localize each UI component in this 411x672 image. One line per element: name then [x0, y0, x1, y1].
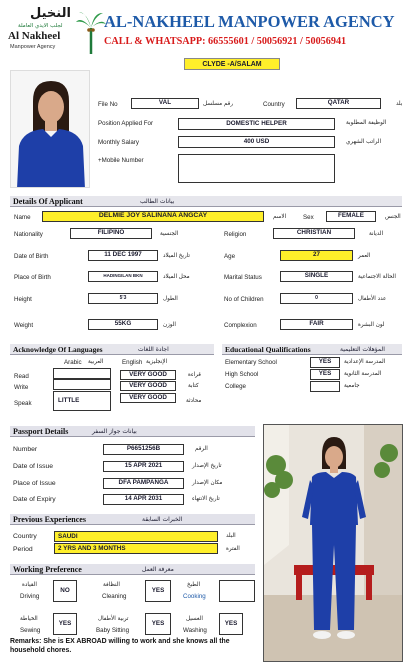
passport-title: Passport Details	[13, 427, 69, 436]
edu-row-value: YES	[310, 357, 340, 368]
exp-country-value: SAUDI	[54, 531, 218, 542]
name-value: DELMIE JOY SALINANA ANGCAY	[42, 211, 264, 222]
logo-arabic-name: النخيل	[30, 6, 71, 21]
pob-ar: محل الميلاد	[163, 274, 190, 280]
ref-code: CLYDE -A/SALAM	[184, 58, 280, 70]
lang-row-ar: كتابة	[188, 383, 199, 389]
work-item-value: NO	[53, 580, 77, 602]
marital-label: Marital Status	[224, 274, 262, 281]
mobile-value	[178, 154, 335, 183]
children-ar: عدد الأطفال	[358, 296, 387, 302]
education-section-header	[222, 344, 402, 355]
applicant-title: Details Of Applicant	[13, 197, 83, 206]
english-head: English	[122, 359, 143, 366]
lang-row-ar: محادثة	[186, 398, 202, 404]
salary-ar: الراتب الشهري	[346, 139, 382, 145]
weight-label: Weight	[14, 322, 34, 329]
work-item-ar: الغسيل	[186, 616, 203, 622]
edu-row-label: Elementary School	[225, 359, 277, 366]
work-title: Working Preference	[13, 565, 82, 574]
salary-label: Monthly Salary	[98, 139, 139, 146]
religion-label: Religion	[224, 231, 247, 238]
experience-title: Previous Experiences	[13, 515, 86, 524]
remarks: Remarks: She is EX ABROAD willing to work and she knows all the household chores.	[10, 637, 259, 659]
agency-contact: CALL & WHATSAPP: 66555601 / 50056921 / 50056941	[104, 36, 347, 47]
edu-row-label: High School	[225, 371, 259, 378]
passport-number-ar: الرقم	[195, 446, 208, 452]
logo-arabic-sub: لجلب الايدي العاملة	[18, 23, 63, 29]
sex-value: FEMALE	[326, 211, 376, 222]
exp-period-value: 2 YRS AND 3 MONTHS	[54, 543, 218, 554]
arabic-head: Arabic	[64, 359, 82, 366]
edu-row-ar: المدرسة الثانوية	[344, 371, 382, 377]
work-item-ar: الخياطة	[20, 616, 38, 622]
lang-arabic-value	[53, 368, 111, 379]
lang-row-label: Speak	[14, 400, 32, 407]
work-title-ar: معرفة العمل	[142, 566, 174, 573]
sex-ar: الجنس	[385, 214, 401, 220]
work-item-label: Baby Sitting	[96, 627, 130, 634]
work-item-ar: القيادة	[22, 582, 37, 588]
work-item-label: Cooking	[183, 593, 206, 600]
complexion-value: FAIR	[280, 319, 353, 330]
education-title-ar: المؤهلات التعليمية	[340, 346, 385, 353]
issue-label: Date of Issue	[13, 463, 54, 470]
work-item-label: Sewing	[20, 627, 41, 634]
passport-title-ar: بيانات جواز السفر	[92, 428, 137, 435]
lang-row-label: Write	[14, 384, 29, 391]
lang-arabic-value: LITTLE	[53, 391, 111, 411]
passport-number-label: Number	[13, 446, 38, 453]
dob-value: 11 DEC 1997	[88, 250, 158, 261]
name-ar: الاسم	[273, 214, 287, 220]
passport-number-value: P6651256B	[103, 444, 184, 455]
marital-value: SINGLE	[280, 271, 353, 282]
country-value: QATAR	[296, 98, 381, 109]
pob-value: HADINGILAN BKN	[88, 271, 158, 282]
place-value: DFA PAMPANGA	[103, 478, 184, 489]
education-title: Educational Qualifications	[225, 345, 311, 354]
passport-section-header	[10, 426, 255, 437]
logo-sub: Manpower Agency	[10, 44, 56, 50]
complexion-label: Complexion	[224, 322, 257, 329]
agency-name: AL-NAKHEEL MANPOWER AGENCY	[104, 12, 395, 31]
lang-english-value: VERY GOOD	[120, 393, 176, 403]
country-ar: بلد	[396, 101, 403, 107]
weight-ar: الوزن	[163, 322, 176, 328]
exp-country-ar: البلد	[226, 533, 236, 539]
lang-english-value: VERY GOOD	[120, 370, 176, 380]
work-item-value	[219, 580, 255, 602]
work-item-value: YES	[145, 613, 171, 635]
experience-title-ar: الخبرات السابقة	[142, 516, 183, 523]
work-item-ar: تربية الأطفال	[98, 616, 129, 622]
salary-value: 400 USD	[178, 136, 335, 148]
file-no-value: VAL	[131, 98, 199, 109]
age-ar: العمر	[358, 253, 371, 259]
weight-value: 55KG	[88, 319, 158, 330]
country-label: Country	[263, 101, 285, 108]
lang-arabic-value	[53, 379, 111, 390]
height-label: Height	[14, 296, 32, 303]
position-value: DOMESTIC HELPER	[178, 118, 335, 130]
dob-label: Date of Birth	[14, 253, 49, 260]
english-head-ar: الإنجليزية	[146, 359, 168, 365]
lang-english-value: VERY GOOD	[120, 381, 176, 391]
person-standing-icon	[264, 425, 403, 662]
marital-ar: الحالة الاجتماعية	[358, 274, 396, 280]
work-section-header	[10, 564, 255, 575]
height-ar: الطول	[163, 296, 178, 302]
arabic-head-ar: العربية	[88, 359, 104, 365]
work-item-value: YES	[219, 613, 243, 635]
place-label: Place of Issue	[13, 480, 56, 487]
nationality-ar: الجنسية	[160, 231, 179, 237]
work-item-ar: الطبخ	[187, 582, 201, 588]
edu-row-value	[310, 381, 340, 392]
experience-section-header	[10, 514, 255, 525]
pob-label: Place of Birth	[14, 274, 51, 281]
height-value: 5'3	[88, 293, 158, 304]
languages-title-ar: اجادة اللغات	[138, 346, 169, 353]
expiry-label: Date of Expiry	[13, 496, 56, 503]
work-item-label: Driving	[20, 593, 40, 600]
name-label: Name	[14, 214, 31, 221]
nationality-value: FILIPINO	[70, 228, 152, 239]
work-item-label: Washing	[183, 627, 207, 634]
place-ar: مكان الإصدار	[192, 480, 223, 486]
sex-label: Sex	[303, 214, 314, 221]
lang-row-label: Read	[14, 373, 29, 380]
work-item-value: YES	[53, 613, 77, 635]
age-label: Age	[224, 253, 236, 260]
file-no-label: File No	[98, 101, 118, 108]
position-label: Position Applied For	[98, 120, 154, 127]
age-value: 27	[280, 250, 353, 261]
children-label: No of Children	[224, 296, 264, 303]
edu-row-value: YES	[310, 369, 340, 380]
agency-logo	[6, 6, 98, 56]
languages-title: Acknowledge Of Languages	[13, 345, 103, 354]
religion-ar: الديانة	[369, 231, 384, 237]
applicant-photo-portrait	[10, 70, 90, 188]
edu-row-label: College	[225, 383, 246, 390]
exp-country-label: Country	[13, 533, 37, 540]
exp-period-ar: الفترة	[226, 546, 240, 552]
expiry-value: 14 APR 2031	[103, 494, 184, 505]
mobile-label: +Mobile Number	[98, 157, 144, 164]
position-ar: الوظيفة المطلوبة	[346, 120, 387, 126]
dob-ar: تاريخ الميلاد	[163, 253, 190, 259]
work-item-ar: النظافة	[103, 582, 120, 588]
children-value: 0	[280, 293, 353, 304]
exp-period-label: Period	[13, 546, 33, 553]
work-item-value: YES	[145, 580, 171, 602]
logo-word: Al Nakheel	[8, 30, 61, 42]
issue-ar: تاريخ الإصدار	[192, 463, 222, 469]
applicant-section-header	[10, 196, 402, 207]
complexion-ar: لون البشرة	[358, 322, 385, 328]
file-no-ar: رقم مسلسل	[203, 101, 233, 107]
nationality-label: Nationality	[14, 231, 43, 238]
edu-row-ar: المدرسة الإعدادية	[344, 359, 386, 365]
languages-section-header	[10, 344, 214, 355]
expiry-ar: تاريخ الانتهاء	[192, 496, 220, 502]
person-portrait-icon	[11, 71, 90, 188]
applicant-photo-full	[263, 424, 403, 662]
issue-value: 15 APR 2021	[103, 461, 184, 472]
applicant-title-ar: بيانات الطالب	[140, 198, 175, 205]
palm-tree-icon	[76, 10, 106, 54]
work-item-label: Cleaning	[102, 593, 127, 600]
lang-row-ar: قراءة	[188, 372, 201, 378]
edu-row-ar: جامعية	[344, 383, 360, 389]
religion-value: CHRISTIAN	[273, 228, 355, 239]
